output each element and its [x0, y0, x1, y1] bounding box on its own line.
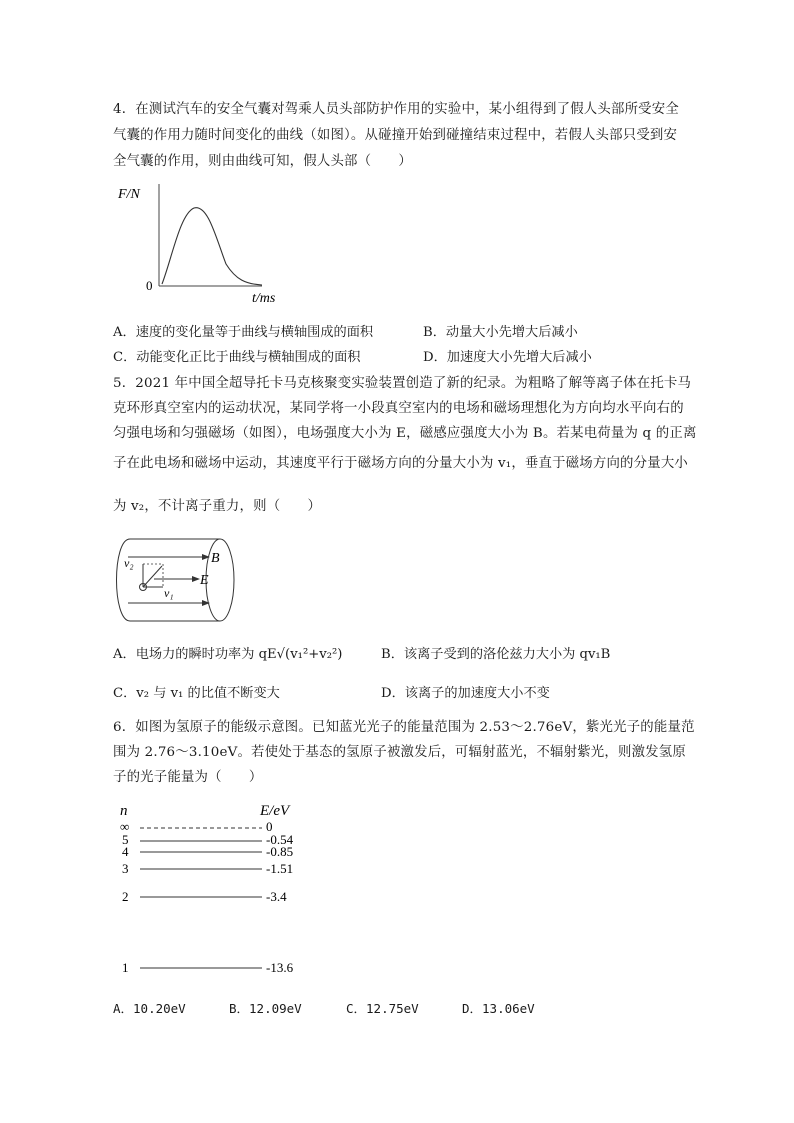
q6-stem-line-3: 子的光子能量为（ ）: [113, 770, 263, 785]
graph-origin-label: 0: [146, 278, 153, 293]
q5-stem-line-2: 克环形真空室内的运动状况，某同学将一小段真空室内的电场和磁场理想化为方向均水平向右的: [113, 401, 684, 416]
label-b: B: [211, 551, 220, 566]
level-n-5: 5: [122, 832, 129, 847]
graph-x-label: t/ms: [252, 291, 276, 306]
tube-left-end: [117, 539, 131, 621]
level-n-4: 4: [122, 844, 129, 859]
q5-option-a[interactable]: A．电场力的瞬时功率为 qE√(v₁²+v₂²): [113, 647, 343, 662]
q6-stem-line-1: 6．如图为氢原子的能级示意图。已知蓝光光子的能量范围为 2.53～2.76eV，紫光光子的能量范: [113, 720, 695, 735]
q4-stem-line-2: 气囊的作用力随时间变化的曲线（如图）。从碰撞开始到碰撞结束过程中，若假人头部只受到安: [113, 128, 678, 143]
level-n-2: 2: [122, 889, 129, 904]
level-n-1: 1: [122, 960, 129, 975]
level-n-3: 3: [122, 861, 129, 876]
label-v1: v₁: [164, 586, 174, 600]
q5-option-c[interactable]: C．v₂ 与 v₁ 的比值不断变大: [113, 686, 280, 701]
level-e-3: -1.51: [266, 861, 294, 876]
q4-option-c[interactable]: C．动能变化正比于曲线与横轴围成的面积: [113, 350, 361, 365]
q6-option-b[interactable]: B．12.09eV: [229, 1001, 302, 1016]
q4-stem-line-3: 全气囊的作用，则由曲线可知，假人头部（ ）: [113, 154, 412, 169]
ion-velocity-vector: [143, 566, 162, 587]
q6-option-c[interactable]: C．12.75eV: [346, 1001, 419, 1016]
q6-stem-line-2: 围为 2.76～3.10eV。若使处于基态的氢原子被激发后，可辐射蓝光，不辐射紫光，则激发氢原: [113, 745, 686, 760]
level-e-1: -13.6: [266, 960, 294, 975]
level-e-5: -0.54: [266, 832, 294, 847]
q6-option-a[interactable]: A．10.20eV: [113, 1001, 186, 1016]
level-n-inf: ∞: [120, 819, 130, 834]
q4-option-a[interactable]: A．速度的变化量等于曲线与横轴围成的面积: [113, 325, 374, 340]
q4-stem-line-1: 4．在测试汽车的安全气囊对驾乘人员头部防护作用的实验中，某小组得到了假人头部所受安全: [113, 102, 679, 117]
q5-stem-line-4: 子在此电场和磁场中运动，其速度平行于磁场方向的分量大小为 v₁，垂直于磁场方向的分量大小: [113, 456, 689, 471]
q5-option-b[interactable]: B．该离子受到的洛伦兹力大小为 qv₁B: [381, 647, 611, 662]
graph-y-label: F/N: [118, 187, 140, 202]
level-e-inf: 0: [266, 819, 273, 834]
q5-stem-line-5: 为 v₂，不计离子重力，则（ ）: [113, 499, 322, 514]
q5-option-d[interactable]: D．该离子的加速度大小不变: [381, 686, 550, 701]
force-time-graph: [112, 178, 312, 308]
level-e-4: -0.85: [266, 844, 294, 859]
level-e-2: -3.4: [266, 889, 287, 904]
q5-stem-line-1: 5．2021 年中国全超导托卡马克核聚变实验装置创造了新的纪录。为粗略了解等离子体在托卡马: [113, 376, 692, 391]
n-axis-label: n: [120, 803, 128, 819]
e-axis-label: E/eV: [260, 803, 290, 819]
q6-option-d[interactable]: D．13.06eV: [462, 1001, 535, 1016]
energy-level-diagram: [112, 795, 312, 980]
q4-option-d[interactable]: D．加速度大小先增大后减小: [423, 350, 592, 365]
label-v2: v₂: [124, 556, 134, 570]
force-curve: [162, 208, 262, 285]
field-tube-figure: [116, 537, 238, 623]
q5-stem-line-3: 匀强电场和匀强磁场（如图），电场强度大小为 E，磁感应强度大小为 B。若某电荷量为 q 的正离: [113, 426, 697, 441]
q4-option-b[interactable]: B．动量大小先增大后减小: [423, 325, 578, 340]
field-arrow-mid: [192, 576, 200, 582]
label-e: E: [200, 573, 209, 588]
